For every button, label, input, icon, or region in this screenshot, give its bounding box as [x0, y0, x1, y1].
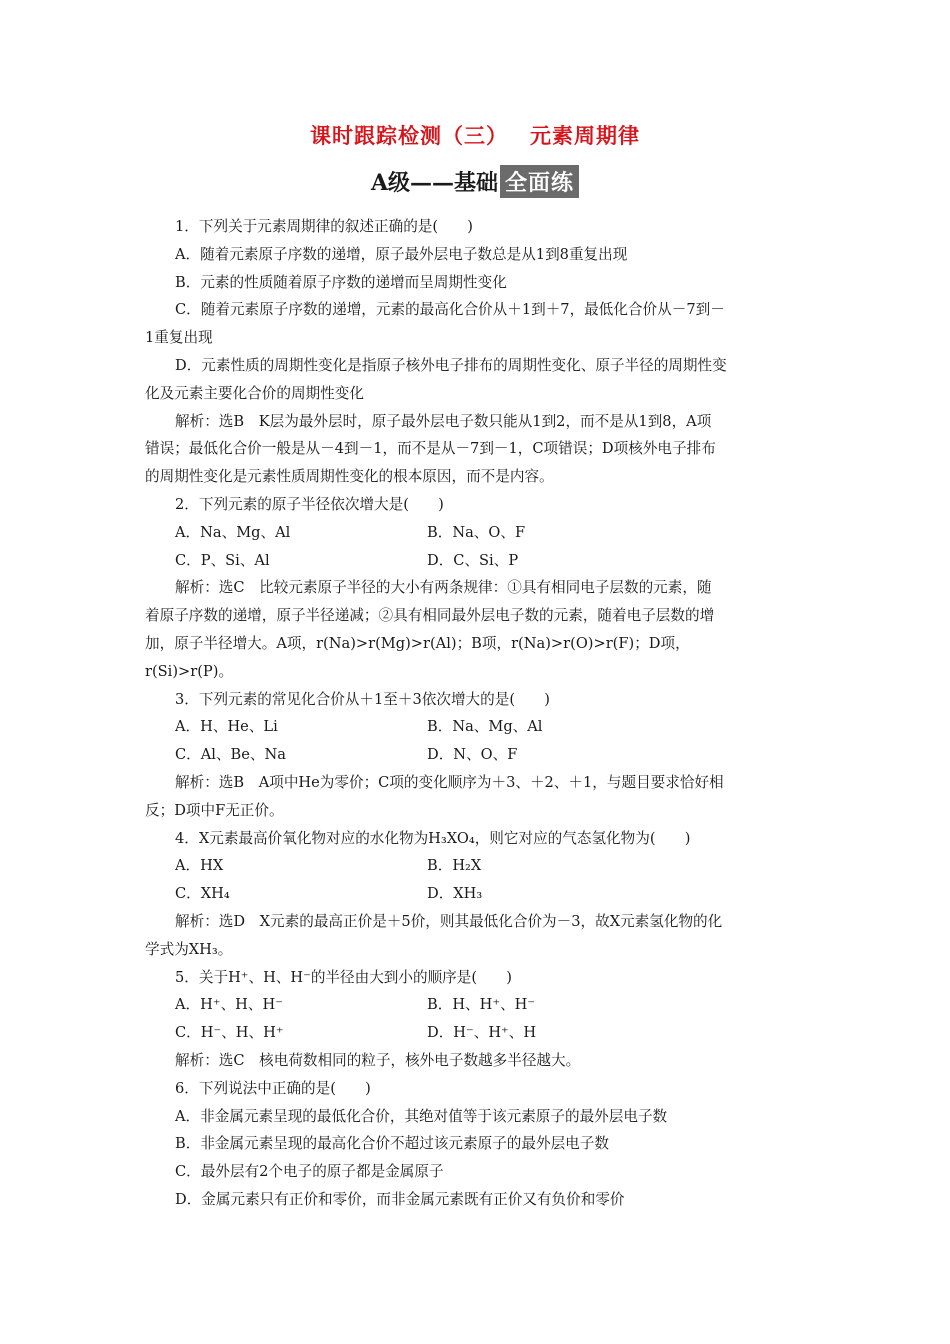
- question-1-answer: 解析：选B K层为最外层时，原子最外层电子数只能从1到2，而不是从1到8，A项: [175, 412, 712, 430]
- question-5-option-c: C．H⁻、H、H⁺: [175, 1024, 284, 1042]
- question-2-options-cd: [145, 547, 808, 575]
- title-topic: 元素周期律: [530, 124, 640, 148]
- question-1-answer-2: 错误；最低化合价一般是从－4到－1，而不是从－7到－1，C项错误；D项核外电子排布: [145, 440, 716, 458]
- question-1-answer-3: 的周期性变化是元素性质周期性变化的根本原因，而不是内容。: [145, 468, 554, 486]
- question-5-options-ab: [145, 991, 808, 1019]
- section-badge: 全面练: [500, 165, 579, 198]
- question-2-answer-2: 着原子序数的递增，原子半径递减；②具有相同最外层电子数的元素，随着电子层数的增: [145, 607, 715, 625]
- question-1-option-d-cont: 化及元素主要化合价的周期性变化: [145, 384, 364, 402]
- question-4-answer: 解析：选D X元素的最高正价是＋5价，则其最低化合价为－3，故X元素氢化物的化: [175, 912, 723, 930]
- question-4-options-ab: [145, 852, 808, 880]
- question-4-option-c: C．XH₄: [175, 885, 230, 903]
- question-4-stem: 4．X元素最高价氧化物对应的水化物为H₃XO₄，则它对应的气态氢化物为( ): [175, 829, 691, 847]
- question-5-option-b: B．H、H⁺、H⁻: [427, 996, 536, 1014]
- section-prefix: A级——基础: [370, 170, 499, 196]
- question-4-options-cd: [145, 880, 808, 908]
- question-2-stem: 2．下列元素的原子半径依次增大是( ): [175, 495, 444, 513]
- question-2-answer-3: 加，原子半径增大。A项，r(Na)>r(Mg)>r(Al)；B项，r(Na)>r(O)>r(F)；D项，: [145, 634, 690, 652]
- question-3-option-a: A．H、He、Li: [175, 718, 278, 736]
- question-3-option-d: D．N、O、F: [427, 746, 518, 764]
- question-4-option-a: A．HX: [175, 857, 224, 875]
- question-5-option-d: D．H⁻、H⁺、H: [427, 1024, 537, 1042]
- question-6-option-d: D．金属元素只有正价和零价，而非金属元素既有正价又有负价和零价: [175, 1190, 625, 1208]
- question-3-answer: 解析：选B A项中He为零价；C项的变化顺序为＋3、＋2、＋1，与题目要求恰好相: [175, 773, 724, 791]
- question-2-option-c: C．P、Si、Al: [175, 551, 270, 569]
- question-5-option-a: A．H⁺、H、H⁻: [175, 996, 283, 1014]
- question-list: [145, 213, 808, 1214]
- question-3-option-b: B．Na、Mg、Al: [427, 718, 543, 736]
- question-2-option-a: A．Na、Mg、Al: [175, 523, 291, 541]
- question-1-option-b: B．元素的性质随着原子序数的递增而呈周期性变化: [175, 273, 507, 291]
- title-main: 课时跟踪检测（三）: [310, 124, 508, 148]
- question-4-answer-2: 学式为XH₃。: [145, 940, 233, 958]
- question-1-option-d: D．元素性质的周期性变化是指原子核外电子排布的周期性变化、原子半径的周期性变: [175, 356, 727, 374]
- question-1-option-c-cont: 1重复出现: [145, 329, 213, 347]
- section-heading: [0, 165, 950, 198]
- question-1-stem: 1．下列关于元素周期律的叙述正确的是( ): [175, 218, 473, 235]
- page-title: [0, 120, 950, 150]
- question-1-option-a: A．随着元素原子序数的递增，原子最外层电子数总是从1到8重复出现: [175, 245, 628, 263]
- question-3-options-ab: [145, 713, 808, 741]
- question-5-options-cd: [145, 1019, 808, 1047]
- question-2-option-b: B．Na、O、F: [427, 523, 526, 541]
- question-6-stem: 6．下列说法中正确的是( ): [175, 1079, 371, 1097]
- question-6-option-c: C．最外层有2个电子的原子都是金属原子: [175, 1163, 444, 1181]
- question-3-stem: 3．下列元素的常见化合价从＋1至＋3依次增大的是( ): [175, 690, 550, 708]
- question-4-option-d: D．XH₃: [427, 885, 483, 903]
- question-2-options-ab: [145, 519, 808, 547]
- question-2-answer-4: r(Si)>r(P)。: [145, 662, 234, 680]
- question-3-options-cd: [145, 741, 808, 769]
- question-3-option-c: C．Al、Be、Na: [175, 746, 286, 764]
- question-4-option-b: B．H₂X: [427, 857, 482, 875]
- question-2-option-d: D．C、Si、P: [427, 551, 519, 569]
- question-2-answer: 解析：选C 比较元素原子半径的大小有两条规律：①具有相同电子层数的元素，随: [175, 579, 712, 597]
- question-5-stem: 5．关于H⁺、H、H⁻的半径由大到小的顺序是( ): [175, 968, 512, 986]
- question-6-option-b: B．非金属元素呈现的最高化合价不超过该元素原子的最外层电子数: [175, 1135, 609, 1153]
- question-1-option-c: C．随着元素原子序数的递增，元素的最高化合价从＋1到＋7，最低化合价从－7到－: [175, 301, 725, 319]
- question-3-answer-2: 反；D项中F无正价。: [145, 801, 284, 819]
- question-6-option-a: A．非金属元素呈现的最低化合价，其绝对值等于该元素原子的最外层电子数: [175, 1107, 668, 1125]
- question-5-answer: 解析：选C 核电荷数相同的粒子，核外电子数越多半径越大。: [175, 1051, 581, 1069]
